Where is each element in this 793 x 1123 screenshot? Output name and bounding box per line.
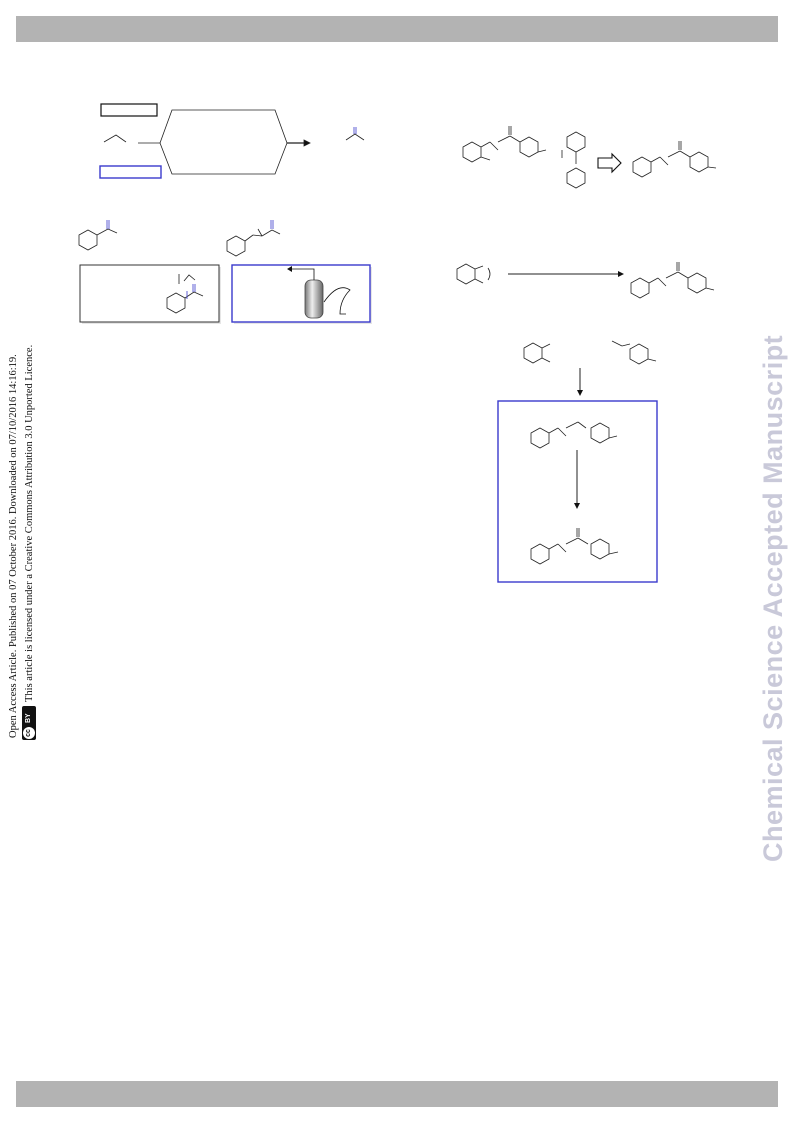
right-scheme-forward <box>457 262 714 298</box>
left-scheme-fragments <box>79 220 280 256</box>
right-scheme-retro <box>463 126 716 188</box>
manuscript-watermark: Chemical Science Accepted Manuscript <box>758 334 788 862</box>
left-scheme-panels <box>80 265 372 324</box>
cc-icon: cc <box>23 727 35 739</box>
right-scheme-sequence <box>498 341 657 582</box>
license-line-published: Open Access Article. Published on 07 October 2016. Downloaded on 07/10/2016 14:16:19. <box>8 354 19 738</box>
left-scheme-top <box>100 104 364 178</box>
license-line-licence: This article is licensed under a Creative Commons Attribution 3.0 Unported Licence. <box>24 344 35 702</box>
by-label: BY <box>25 713 32 723</box>
